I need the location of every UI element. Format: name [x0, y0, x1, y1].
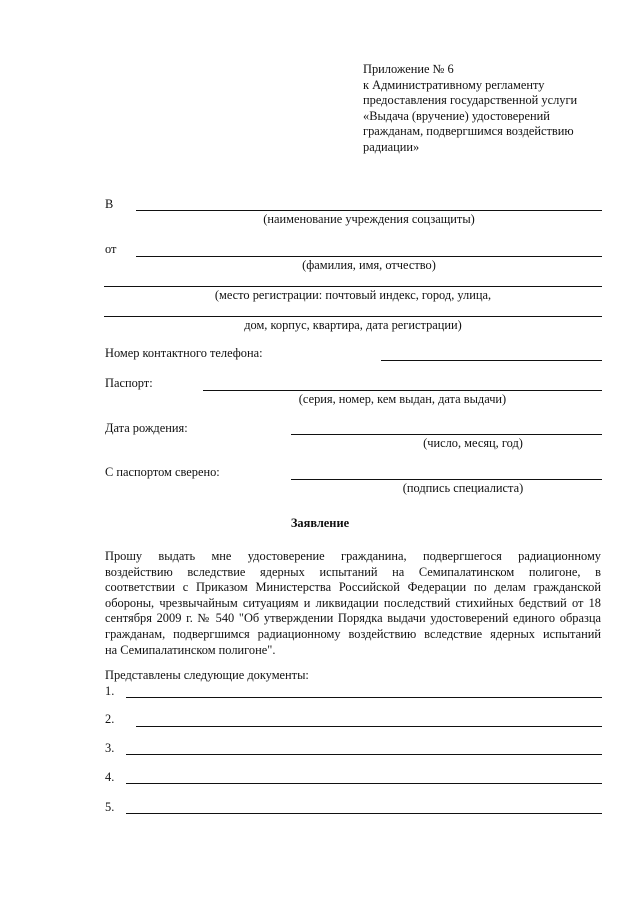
appendix-line-6: радиации» [363, 139, 420, 154]
document-number-2: 2. [105, 712, 115, 726]
document-number-3: 3. [105, 741, 115, 755]
birth-date-caption: (число, месяц, год) [423, 436, 523, 450]
statement-body [105, 549, 601, 658]
address-caption-2: дом, корпус, квартира, дата регистрации) [244, 318, 462, 332]
statement-line-1: Прошу выдать мне удостоверение гражданина, подвергшегося радиационному [105, 549, 601, 563]
birth-date-label: Дата рождения: [105, 421, 188, 435]
from-name-caption: (фамилия, имя, отчество) [302, 258, 436, 272]
passport-label: Паспорт: [105, 376, 153, 390]
appendix-header [363, 62, 613, 156]
document-field-5[interactable] [126, 813, 602, 814]
statement-line-6: гражданам, подвергшимся радиационному воздействию вследствие ядерных испытаний [105, 626, 601, 641]
documents-label: Представлены следующие документы: [105, 668, 309, 682]
address-field-1[interactable] [104, 286, 602, 287]
statement-line-2: воздействию вследствие ядерных испытаний на Семипалатинском полигоне, в [105, 564, 601, 579]
to-institution-caption: (наименование учреждения соцзащиты) [263, 212, 475, 226]
appendix-line-3: предоставления государственной услуги [363, 93, 578, 108]
statement-line-7: на Семипалатинском полигоне". [105, 642, 276, 657]
appendix-line-5: гражданам, подвергшимся воздействию [363, 124, 574, 139]
from-name-field[interactable] [136, 256, 602, 257]
document-number-5: 5. [105, 800, 115, 814]
phone-field[interactable] [381, 360, 602, 361]
statement-title: Заявление [290, 516, 350, 530]
statement-line-3: соответствии с Приказом Министерства Российской Федерации по делам гражданской [105, 580, 601, 595]
address-field-2[interactable] [104, 316, 602, 317]
appendix-line-2: к Административному регламенту [363, 77, 545, 92]
passport-field[interactable] [203, 390, 602, 391]
statement-line-5: сентября 2009 г. № 540 "Об утверждении Порядка выдачи удостоверений единого образца [105, 611, 601, 626]
statement-line-4: обороны, чрезвычайным ситуациям и ликвидации последствий стихийных бедствий от 18 [105, 595, 601, 610]
appendix-line-1: Приложение № 6 [363, 62, 454, 76]
address-caption-1: (место регистрации: почтовый индекс, город, улица, [214, 288, 492, 302]
birth-date-field[interactable] [291, 434, 602, 435]
verified-signature-field[interactable] [291, 479, 602, 480]
phone-label: Номер контактного телефона: [105, 346, 263, 360]
document-field-4[interactable] [126, 783, 602, 784]
document-number-1: 1. [105, 684, 115, 698]
document-field-2[interactable] [136, 726, 602, 727]
appendix-line-4: «Выдача (вручение) удостоверений [363, 108, 550, 123]
to-label: В [105, 197, 114, 211]
passport-caption: (серия, номер, кем выдан, дата выдачи) [298, 392, 507, 406]
verified-caption: (подпись специалиста) [402, 481, 524, 495]
document-field-3[interactable] [126, 754, 602, 755]
verified-label: С паспортом сверено: [105, 465, 220, 479]
from-label: от [105, 242, 117, 256]
document-number-4: 4. [105, 770, 115, 784]
to-institution-field[interactable] [136, 210, 602, 211]
document-field-1[interactable] [126, 697, 602, 698]
